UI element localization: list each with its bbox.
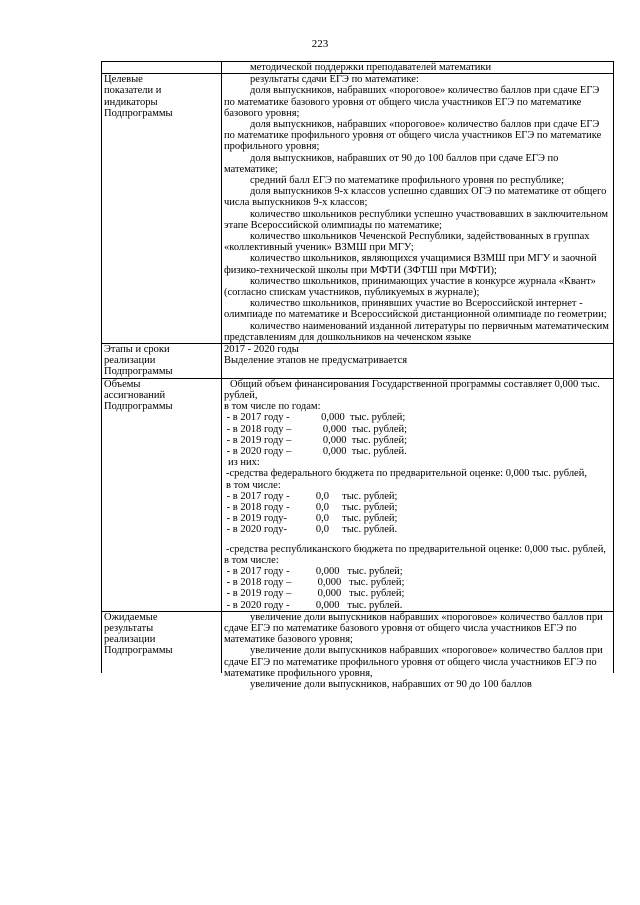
- results-label-line: Ожидаемые: [104, 611, 158, 623]
- federal-year: - в 2020 году- 0,0 тыс. рублей.: [224, 524, 398, 536]
- republic-year: - в 2017 году - 0,000 тыс. рублей;: [224, 565, 403, 577]
- targets-label-line: Подпрограммы: [104, 107, 173, 119]
- republic-year: - в 2020 году - 0,000 тыс. рублей.: [224, 599, 403, 611]
- funding-total-year: - в 2019 году – 0,000 тыс. рублей;: [224, 434, 408, 446]
- funding-label-line: Объемы: [104, 378, 141, 390]
- stages-note: Выделение этапов не предусматривается: [224, 355, 408, 367]
- results-label-cell: [102, 611, 222, 673]
- funding-content-cell: [222, 378, 614, 611]
- federal-intro: -средства федерального бюджета по предварительной оценке: 0,000 тыс. рублей,: [226, 468, 587, 480]
- table-row: [102, 62, 614, 74]
- stages-label-line: Этапы и сроки: [104, 344, 170, 356]
- funding-total-year: - в 2018 году – 0,000 тыс. рублей;: [224, 423, 408, 435]
- spacer: [224, 536, 611, 544]
- result-item: увеличение доли выпускников, набравших от 90 до 100 баллов: [250, 678, 532, 690]
- results-label-line: результаты: [104, 622, 154, 634]
- targets-content-cell: [222, 74, 614, 344]
- funding-total-year: - в 2020 году – 0,000 тыс. рублей.: [224, 445, 407, 457]
- targets-label-line: индикаторы: [104, 96, 158, 108]
- target-item: количество школьников Чеченской Республики, задействованных в группах «коллективный ученик» ВЗМШ при МГУ;: [224, 231, 590, 254]
- federal-year: - в 2019 году- 0,0 тыс. рублей;: [224, 513, 398, 525]
- table-row: [102, 611, 614, 673]
- republic-intro: -средства республиканского бюджета по предварительной оценке: 0,000 тыс. рублей,: [226, 543, 606, 555]
- funding-label-line: Подпрограммы: [104, 401, 173, 413]
- target-item: количество школьников, принимающих участие в конкурсе журнала «Квант» (согласно спискам участников, публикуемых в журнале);: [224, 275, 596, 299]
- empty-label-cell: [102, 62, 222, 74]
- results-label-line: Подпрограммы: [104, 645, 173, 657]
- stages-label-line: Подпрограммы: [104, 366, 173, 378]
- results-content-cell: [222, 611, 614, 690]
- target-item: доля выпускников, набравших от 90 до 100 баллов при сдаче ЕГЭ по математике;: [224, 152, 559, 175]
- result-item: увеличение доли выпускников набравших «пороговое» количество баллов при сдаче ЕГЭ по математике базового уровня от общего числа участников ЕГЭ по математике базового уровня;: [224, 611, 603, 646]
- result-item: увеличение доли выпускников набравших «пороговое» количество баллов при сдаче ЕГЭ по математике профильного уровня от общего числа участников ЕГЭ по математике профильного уровня,: [224, 645, 603, 679]
- results-clip: [224, 611, 611, 690]
- top-text: методической поддержки преподавателей математики: [250, 62, 492, 73]
- targets-label-cell: [102, 74, 222, 344]
- funding-of-them: из них:: [228, 457, 260, 469]
- target-item: количество школьников, принявших участие во Всероссийской интернет - олимпиаде по математике и Всероссийской дистанционной олимпиаде по геометрии;: [224, 298, 607, 321]
- stages-years: 2017 - 2020 годы: [224, 344, 299, 356]
- funding-by-years: в том числе по годам:: [224, 401, 321, 413]
- funding-intro: Общий объем финансирования Государственной программы составляет 0,000 тыс. рублей,: [224, 378, 600, 401]
- top-text-cell: [222, 62, 614, 74]
- republic-year: - в 2019 году – 0,000 тыс. рублей;: [224, 588, 405, 600]
- target-item: доля выпускников, набравших «пороговое» количество баллов при сдаче ЕГЭ по математике профильного уровня от общего числа участников ЕГЭ по математике профильного уровня;: [224, 119, 602, 153]
- target-item: доля выпускников, набравших «пороговое» количество баллов при сдаче ЕГЭ по математике базового уровня от общего числа участников ЕГЭ по математике базового уровня;: [224, 85, 600, 119]
- targets-label-line: показатели и: [104, 85, 162, 97]
- target-item: средний балл ЕГЭ по математике профильного уровня по республике;: [250, 175, 565, 187]
- stages-content-cell: [222, 344, 614, 379]
- table-row: [102, 378, 614, 611]
- funding-total-year: - в 2017 году - 0,000 тыс. рублей;: [224, 412, 406, 424]
- page-number: 223: [311, 38, 329, 50]
- targets-label-line: Целевые: [104, 74, 143, 86]
- stages-label-line: реализации: [104, 355, 156, 367]
- federal-incl: в том числе:: [226, 479, 281, 491]
- passport-table: [101, 61, 614, 690]
- federal-year: - в 2018 году - 0,0 тыс. рублей;: [224, 501, 398, 513]
- table-row: [102, 344, 614, 379]
- republic-incl: в том числе:: [224, 554, 279, 566]
- republic-year: - в 2018 году – 0,000 тыс. рублей;: [224, 577, 405, 589]
- funding-label-line: ассигнований: [104, 389, 166, 401]
- target-item: количество наименований изданной литературы по первичным математическим представлениям для дошкольников на чеченском языке: [224, 320, 609, 343]
- target-item: количество школьников, являющихся учащимися ВЗМШ при МГУ и заочной физико-технической школы при МФТИ (ЗФТШ при МФТИ);: [224, 253, 597, 276]
- results-label-line: реализации: [104, 634, 156, 646]
- funding-label-cell: [102, 378, 222, 611]
- target-item: количество школьников республики успешно участвовавших в заключительном этапе Всероссийской олимпиады по математике;: [224, 208, 609, 231]
- target-item: результаты сдачи ЕГЭ по математике:: [250, 74, 419, 86]
- target-item: доля выпускников 9-х классов успешно сдавших ОГЭ по математике от общего числа выпускников 9-х классов;: [224, 186, 607, 209]
- federal-year: - в 2017 году - 0,0 тыс. рублей;: [224, 490, 398, 502]
- stages-label-cell: [102, 344, 222, 379]
- table-row: [102, 74, 614, 344]
